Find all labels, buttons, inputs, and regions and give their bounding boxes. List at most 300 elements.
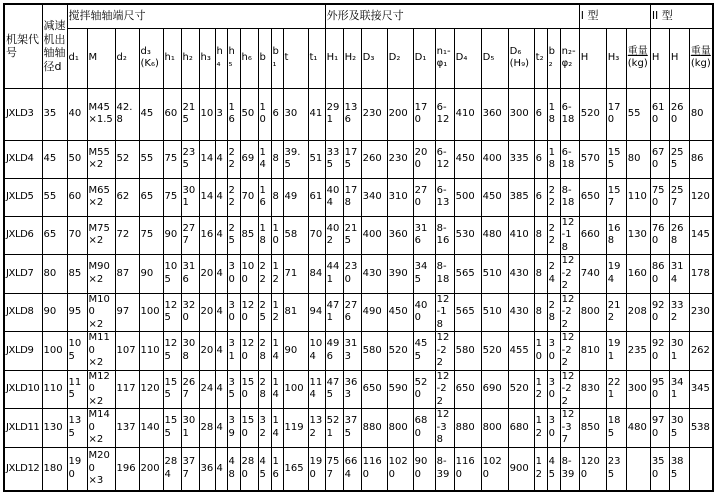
data-cell: 404: [325, 178, 343, 216]
header-subcol: D₄: [454, 28, 481, 88]
data-cell: 12-37: [560, 409, 579, 448]
data-cell: 16: [271, 447, 283, 491]
data-cell: 18: [547, 88, 560, 140]
data-cell: 14: [271, 370, 283, 409]
data-cell: 24: [199, 370, 215, 409]
data-cell: M45 ×1.5: [87, 88, 115, 140]
data-cell: 31: [227, 332, 240, 371]
table-row: [4, 216, 713, 255]
data-cell: 450: [454, 140, 481, 178]
data-cell: 84: [308, 255, 325, 294]
data-cell: 14: [271, 409, 283, 448]
data-cell: 28: [258, 370, 271, 409]
data-cell: 341: [669, 370, 689, 409]
data-cell: 400: [481, 140, 508, 178]
data-cell: 58: [283, 216, 308, 255]
data-cell: 300: [508, 88, 534, 140]
data-cell: 125: [163, 293, 181, 332]
data-cell: 45: [139, 88, 163, 140]
data-cell: 145: [689, 216, 713, 255]
data-cell: 12: [534, 447, 547, 491]
data-cell: 920: [650, 293, 669, 332]
header-subcol: H: [579, 28, 606, 88]
header-subcol: h₁: [163, 28, 181, 88]
data-cell: 4: [215, 140, 227, 178]
row-code: JXLD5: [4, 178, 42, 216]
data-cell: 72: [115, 216, 139, 255]
data-cell: 215: [181, 88, 199, 140]
data-cell: 8-18: [435, 255, 454, 294]
header-subcol: d₁: [67, 28, 87, 88]
header-row-groups: [4, 4, 713, 28]
data-cell: 30: [227, 255, 240, 294]
data-cell: 377: [181, 447, 199, 491]
data-cell: 168: [606, 216, 626, 255]
data-cell: 335: [508, 140, 534, 178]
row-code: JXLD12: [4, 447, 42, 491]
data-cell: 87: [115, 255, 139, 294]
data-cell: 10: [271, 216, 283, 255]
data-cell: 120: [689, 178, 713, 216]
data-cell: [689, 447, 713, 491]
data-cell: 430: [508, 255, 534, 294]
data-cell: 14: [258, 140, 271, 178]
data-cell: 100: [139, 293, 163, 332]
data-cell: 3: [215, 88, 227, 140]
data-cell: 40: [67, 88, 87, 140]
data-cell: 104: [308, 332, 325, 371]
data-cell: 8: [534, 293, 547, 332]
data-cell: 75: [163, 178, 181, 216]
data-cell: 430: [508, 293, 534, 332]
data-cell: 12-22: [560, 370, 579, 409]
data-cell: 208: [626, 293, 650, 332]
data-cell: 450: [387, 293, 413, 332]
data-cell: 235: [606, 447, 626, 491]
data-cell: 284: [163, 447, 181, 491]
data-cell: 157: [606, 178, 626, 216]
data-cell: 185: [606, 409, 626, 448]
data-cell: 650: [579, 178, 606, 216]
data-cell: 90: [139, 255, 163, 294]
data-cell: 150: [240, 370, 258, 409]
data-cell: 565: [454, 255, 481, 294]
data-cell: 300: [626, 370, 650, 409]
header-subcol: H₃: [606, 28, 626, 88]
table-row: [4, 140, 713, 178]
data-cell: 496: [325, 332, 343, 371]
data-cell: 6-18: [560, 88, 579, 140]
data-cell: 100: [42, 332, 67, 371]
data-cell: 130: [42, 409, 67, 448]
data-cell: 402: [325, 216, 343, 255]
data-cell: 30: [547, 332, 560, 371]
data-cell: 314: [669, 255, 689, 294]
data-cell: 490: [361, 293, 387, 332]
data-cell: 14: [271, 332, 283, 371]
data-cell: 750: [650, 178, 669, 216]
data-cell: 85: [67, 255, 87, 294]
data-cell: 110: [626, 178, 650, 216]
data-cell: 410: [508, 216, 534, 255]
data-cell: 8-16: [435, 216, 454, 255]
table-row: [4, 255, 713, 294]
data-cell: 70: [308, 216, 325, 255]
data-cell: 530: [454, 216, 481, 255]
data-cell: 565: [454, 293, 481, 332]
data-cell: 65: [139, 178, 163, 216]
table-row: [4, 293, 713, 332]
data-cell: 1020: [387, 447, 413, 491]
data-cell: 316: [181, 255, 199, 294]
data-cell: 170: [413, 88, 435, 140]
data-cell: 400: [361, 216, 387, 255]
data-cell: 10: [534, 332, 547, 371]
data-cell: 900: [508, 447, 534, 491]
data-cell: 60: [163, 88, 181, 140]
data-cell: 4: [215, 447, 227, 491]
data-cell: 132: [308, 409, 325, 448]
header-subcol: h₃: [199, 28, 215, 88]
data-cell: 45: [547, 447, 560, 491]
data-cell: 191: [606, 332, 626, 371]
data-cell: 136: [343, 88, 361, 140]
data-cell: 75: [163, 140, 181, 178]
data-cell: 22: [547, 216, 560, 255]
data-cell: 16: [258, 178, 271, 216]
data-cell: 20: [199, 255, 215, 294]
table-row: [4, 409, 713, 448]
data-cell: 332: [669, 293, 689, 332]
data-cell: 178: [689, 255, 713, 294]
header-subcol: n₁- φ₁: [435, 28, 454, 88]
data-cell: 280: [240, 447, 258, 491]
data-cell: 28: [258, 332, 271, 371]
data-cell: 10: [258, 88, 271, 140]
data-cell: 520: [579, 88, 606, 140]
data-cell: 12-22: [560, 293, 579, 332]
data-cell: M100 ×2: [87, 293, 115, 332]
data-cell: 70: [67, 216, 87, 255]
data-cell: 235: [181, 140, 199, 178]
data-cell: 680: [508, 409, 534, 448]
data-cell: 8-39: [435, 447, 454, 491]
header-frame-code: 机架代号: [4, 4, 42, 88]
data-cell: 12: [271, 255, 283, 294]
data-cell: 39.5: [283, 140, 308, 178]
data-cell: 500: [454, 178, 481, 216]
weight-label: 重量: [627, 45, 648, 57]
data-cell: 110: [139, 332, 163, 371]
data-cell: 301: [181, 409, 199, 448]
data-cell: 340: [361, 178, 387, 216]
data-cell: 50: [240, 88, 258, 140]
data-cell: 62: [115, 178, 139, 216]
data-cell: 12-22: [435, 332, 454, 371]
data-cell: 75: [139, 216, 163, 255]
data-cell: 52: [115, 140, 139, 178]
header-subcol: t₁: [308, 28, 325, 88]
data-cell: 51: [308, 140, 325, 178]
data-cell: 480: [481, 216, 508, 255]
data-cell: 6: [271, 88, 283, 140]
data-cell: 30: [283, 88, 308, 140]
data-cell: 230: [387, 140, 413, 178]
data-cell: 360: [387, 216, 413, 255]
header-group-shaft-end: 搅拌轴轴端尺寸: [67, 4, 325, 28]
row-code: JXLD3: [4, 88, 42, 140]
data-cell: 1160: [361, 447, 387, 491]
header-subcol: h₄: [215, 28, 227, 88]
data-cell: 80: [689, 88, 713, 140]
data-cell: 12-22: [560, 332, 579, 371]
data-cell: 385: [669, 447, 689, 491]
data-cell: 70: [240, 178, 258, 216]
data-cell: 12: [534, 370, 547, 409]
data-cell: 345: [689, 370, 713, 409]
data-cell: 22: [258, 255, 271, 294]
header-subcol: t₂: [534, 28, 547, 88]
data-cell: 155: [163, 409, 181, 448]
header-group-outline: 外形及联接尺寸: [325, 4, 579, 28]
data-cell: 190: [308, 447, 325, 491]
data-cell: 800: [579, 293, 606, 332]
data-cell: 650: [361, 370, 387, 409]
data-cell: 50: [67, 140, 87, 178]
data-cell: 450: [481, 178, 508, 216]
data-cell: M120 ×2: [87, 370, 115, 409]
data-cell: 80: [626, 140, 650, 178]
row-code: JXLD4: [4, 140, 42, 178]
data-cell: 230: [361, 88, 387, 140]
data-cell: 580: [454, 332, 481, 371]
header-subcol: h₂: [181, 28, 199, 88]
data-cell: 175: [343, 140, 361, 178]
data-cell: 970: [650, 409, 669, 448]
data-cell: 6-18: [560, 140, 579, 178]
data-cell: 316: [413, 216, 435, 255]
data-cell: 105: [67, 332, 87, 371]
data-cell: 12-22: [560, 255, 579, 294]
data-cell: 117: [115, 370, 139, 409]
data-cell: 25: [258, 293, 271, 332]
data-cell: 590: [387, 370, 413, 409]
data-cell: 610: [650, 88, 669, 140]
data-cell: 107: [115, 332, 139, 371]
data-cell: 580: [361, 332, 387, 371]
data-cell: 475: [325, 370, 343, 409]
data-cell: 71: [283, 255, 308, 294]
data-cell: 41: [308, 88, 325, 140]
data-cell: 375: [343, 409, 361, 448]
header-subcol: D₂: [387, 28, 413, 88]
data-cell: 670: [650, 140, 669, 178]
data-cell: 390: [387, 255, 413, 294]
data-cell: 97: [115, 293, 139, 332]
data-cell: 39: [227, 409, 240, 448]
data-cell: 81: [283, 293, 308, 332]
data-cell: 105: [163, 255, 181, 294]
data-cell: 740: [579, 255, 606, 294]
data-cell: 200: [139, 447, 163, 491]
data-cell: 860: [650, 255, 669, 294]
data-cell: 86: [689, 140, 713, 178]
data-cell: 100: [240, 255, 258, 294]
data-cell: 4: [215, 370, 227, 409]
data-cell: 6: [534, 88, 547, 140]
data-cell: 235: [626, 332, 650, 371]
data-cell: 900: [413, 447, 435, 491]
data-cell: 212: [606, 293, 626, 332]
data-cell: 95: [67, 293, 87, 332]
data-cell: 36: [199, 447, 215, 491]
data-cell: 12: [534, 409, 547, 448]
data-cell: 16: [199, 216, 215, 255]
data-cell: 90: [283, 332, 308, 371]
header-subcol: 重量 (kg): [689, 28, 713, 88]
data-cell: 30: [547, 370, 560, 409]
data-cell: 114: [308, 370, 325, 409]
data-cell: 22: [227, 140, 240, 178]
data-cell: 137: [115, 409, 139, 448]
data-cell: 480: [626, 409, 650, 448]
data-cell: 6-12: [435, 88, 454, 140]
data-cell: 270: [413, 178, 435, 216]
data-cell: 6: [534, 140, 547, 178]
data-cell: 120: [139, 370, 163, 409]
data-cell: 10: [199, 88, 215, 140]
data-cell: 880: [361, 409, 387, 448]
header-output-shaft-dia: 减速机出轴轴径d: [42, 4, 67, 88]
data-cell: 570: [579, 140, 606, 178]
data-cell: 8: [534, 216, 547, 255]
data-cell: 22: [227, 178, 240, 216]
data-cell: 45: [42, 140, 67, 178]
data-cell: 190: [67, 447, 87, 491]
header-subcol: t: [283, 28, 308, 88]
data-cell: 257: [669, 178, 689, 216]
data-cell: 410: [454, 88, 481, 140]
data-cell: 4: [215, 332, 227, 371]
data-cell: 520: [508, 370, 534, 409]
data-cell: 277: [181, 216, 199, 255]
data-cell: 363: [343, 370, 361, 409]
data-cell: 18: [547, 140, 560, 178]
data-cell: 215: [343, 216, 361, 255]
data-cell: 690: [481, 370, 508, 409]
header-subcol: M: [87, 28, 115, 88]
data-cell: 760: [650, 216, 669, 255]
data-cell: 350: [650, 447, 669, 491]
data-cell: 100: [283, 370, 308, 409]
data-cell: 4: [215, 293, 227, 332]
data-cell: 130: [626, 216, 650, 255]
table-row: [4, 447, 713, 491]
data-cell: 160: [626, 255, 650, 294]
data-cell: 510: [481, 293, 508, 332]
data-cell: 55: [42, 178, 67, 216]
data-cell: 200: [387, 88, 413, 140]
data-cell: 260: [669, 88, 689, 140]
data-cell: 308: [181, 332, 199, 371]
data-cell: 538: [689, 409, 713, 448]
data-cell: 42.8: [115, 88, 139, 140]
header-subcol: h₆: [240, 28, 258, 88]
header-subcol: d₂: [115, 28, 139, 88]
header-subcol: 重量 (kg): [626, 28, 650, 88]
data-cell: 660: [579, 216, 606, 255]
data-cell: [626, 447, 650, 491]
header-subcol: D₁: [413, 28, 435, 88]
header-group-type1: I 型: [579, 4, 650, 28]
data-cell: 61: [308, 178, 325, 216]
data-cell: 120: [240, 332, 258, 371]
data-cell: M200 ×3: [87, 447, 115, 491]
data-cell: 55: [626, 88, 650, 140]
data-cell: 385: [508, 178, 534, 216]
data-cell: 8: [271, 140, 283, 178]
row-code: JXLD10: [4, 370, 42, 409]
data-cell: 35: [42, 88, 67, 140]
data-cell: 8-18: [560, 178, 579, 216]
data-cell: 301: [181, 178, 199, 216]
header-subcol: H: [650, 28, 669, 88]
data-cell: 16: [227, 88, 240, 140]
data-cell: 680: [413, 409, 435, 448]
data-cell: 60: [67, 178, 87, 216]
data-cell: 221: [606, 370, 626, 409]
data-cell: 25: [227, 216, 240, 255]
data-cell: 196: [115, 447, 139, 491]
data-cell: 30: [227, 293, 240, 332]
data-cell: M55 ×2: [87, 140, 115, 178]
data-cell: 268: [669, 216, 689, 255]
data-cell: 120: [240, 293, 258, 332]
row-code: JXLD11: [4, 409, 42, 448]
data-cell: 800: [481, 409, 508, 448]
header-subcol: h₅: [227, 28, 240, 88]
data-cell: 880: [454, 409, 481, 448]
data-cell: 30: [547, 409, 560, 448]
data-cell: 194: [606, 255, 626, 294]
data-cell: 320: [181, 293, 199, 332]
data-cell: 345: [413, 255, 435, 294]
data-cell: 165: [283, 447, 308, 491]
data-cell: 150: [240, 409, 258, 448]
table-row: [4, 178, 713, 216]
data-cell: 12-18: [435, 293, 454, 332]
header-subcol: b: [258, 28, 271, 88]
data-cell: 6-12: [435, 140, 454, 178]
data-cell: 830: [579, 370, 606, 409]
data-cell: 35: [227, 370, 240, 409]
data-cell: 4: [215, 409, 227, 448]
data-cell: 520: [387, 332, 413, 371]
data-cell: 313: [343, 332, 361, 371]
data-cell: 48: [227, 447, 240, 491]
data-cell: 291: [325, 88, 343, 140]
data-cell: 155: [163, 370, 181, 409]
data-cell: 90: [42, 293, 67, 332]
table-row: [4, 88, 713, 140]
table-row: [4, 370, 713, 409]
data-cell: 178: [343, 178, 361, 216]
data-cell: 4: [215, 255, 227, 294]
data-cell: 170: [606, 88, 626, 140]
data-cell: 276: [343, 293, 361, 332]
data-cell: 65: [42, 216, 67, 255]
row-code: JXLD9: [4, 332, 42, 371]
